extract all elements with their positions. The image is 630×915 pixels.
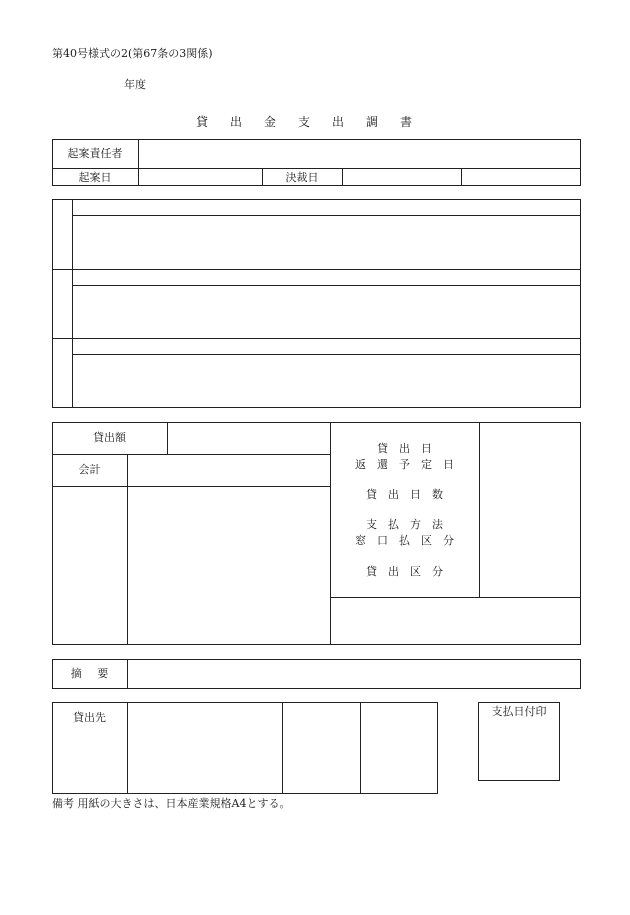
entry-row-2-header-line bbox=[72, 285, 581, 286]
footnote: 備考 用紙の大きさは、日本産業規格A4とする。 bbox=[52, 797, 291, 810]
form-number: 第40号様式の2(第67条の3関係) bbox=[52, 47, 213, 60]
approval-col-divider-3 bbox=[461, 168, 462, 186]
summary-label-divider bbox=[127, 659, 128, 689]
lender-col-divider-1 bbox=[282, 702, 283, 794]
account-row-line bbox=[52, 486, 330, 487]
loan-section-center-divider bbox=[330, 422, 331, 645]
window-payment-label: 窓口払区分 bbox=[355, 534, 465, 547]
loan-days-label: 貸出日数 bbox=[366, 488, 454, 501]
amount-row-line bbox=[52, 454, 330, 455]
entry-block bbox=[52, 199, 581, 408]
responsible-label: 起案責任者 bbox=[67, 147, 123, 160]
account-label: 会計 bbox=[78, 463, 101, 476]
loan-category-label: 貸出区分 bbox=[366, 565, 454, 578]
approval-label-divider bbox=[138, 139, 139, 186]
approval-divider bbox=[52, 168, 581, 169]
fiscal-year-label: 年度 bbox=[124, 78, 146, 91]
draft-date-label: 起案日 bbox=[78, 171, 112, 184]
entry-row-3-header-line bbox=[72, 354, 581, 355]
amount-label-divider bbox=[167, 422, 168, 454]
summary-row bbox=[52, 659, 581, 689]
loan-date-label: 貸出日 bbox=[377, 442, 443, 455]
loan-section bbox=[52, 422, 581, 645]
details-bottom-line bbox=[330, 597, 581, 598]
payment-method-label: 支払方法 bbox=[366, 518, 454, 531]
lender-col-divider-2 bbox=[360, 702, 361, 794]
page-title: 貸出金支出調書 bbox=[195, 115, 434, 129]
lender-label: 貸出先 bbox=[73, 711, 106, 724]
payment-stamp-label: 支払日付印 bbox=[491, 705, 547, 718]
account-label-divider bbox=[127, 454, 128, 645]
details-value-divider bbox=[479, 422, 480, 597]
entry-section-divider-1 bbox=[52, 269, 581, 270]
entry-section-divider-2 bbox=[52, 338, 581, 339]
lender-label-divider bbox=[127, 702, 128, 794]
entry-row-1-header-line bbox=[72, 215, 581, 216]
repayment-date-label: 返還予定日 bbox=[355, 458, 465, 471]
decision-date-label: 決裁日 bbox=[285, 171, 319, 184]
approval-col-divider-2 bbox=[342, 168, 343, 186]
entry-block-margin-line bbox=[72, 199, 73, 408]
amount-label: 貸出額 bbox=[93, 431, 126, 444]
summary-label: 摘 要 bbox=[70, 667, 109, 680]
